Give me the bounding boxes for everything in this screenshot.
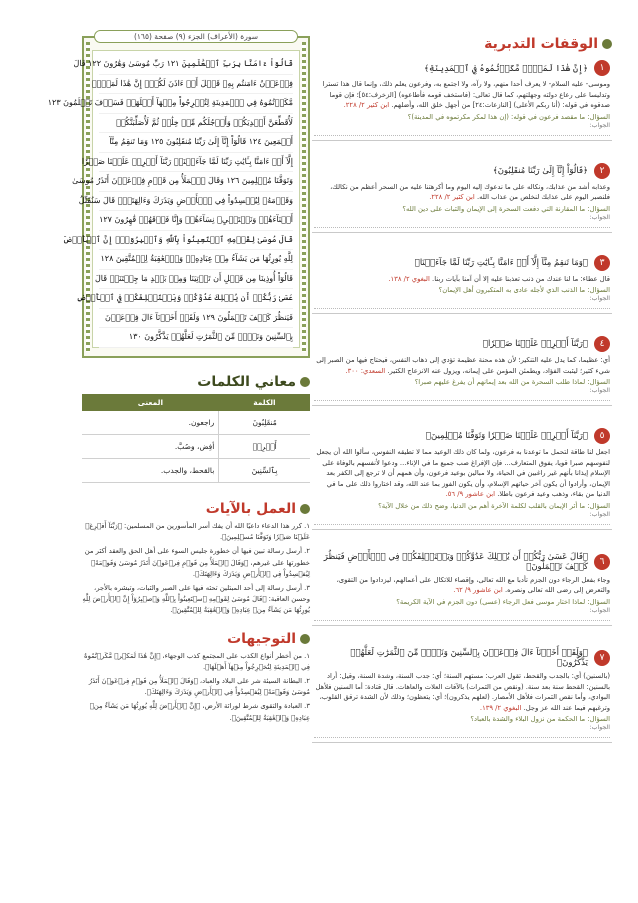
waqfa-verse: ﴿قَالَ عَسَىٰ رَبُّكُمۡ أَن يُهۡلِكَ عَدُوَّكُمۡ وَيَسۡتَخۡلِفَكُمۡ فِي ٱلۡأَرۡضِ فَيَنظُرَ كَيۡفَ تَعۡمَلُونَ﴾ — [323, 551, 588, 572]
vocab-table — [82, 394, 310, 483]
vocab-title-text: معاني الكلمات — [197, 374, 296, 390]
waqfa-question: السؤال: ما مقصد فرعون في قوله: (إن هذا لمكر مكرتموه في المدينة)؟ — [407, 112, 610, 121]
vocab-word: بِٱلسِّنِينَ — [219, 459, 310, 483]
left-column — [47, 32, 310, 727]
waqfa-text: وعذابه أشد من عذابك، ونكاله على ما ندعوك إليه اليوم وما أكرهتنا عليه من السحر أعظم من نكالك، فلنصبر اليوم على عذابك لنخلص من عذاب الله. — [330, 182, 610, 202]
waqfa-question: السؤال: لماذا طلب السحرة من الله بعد إيمانهم أن يفرغ عليهم صبرا؟ — [414, 378, 610, 387]
waqfa-source: البغوي ٢/ ١٣٨. — [388, 274, 430, 283]
mushaf-line: بِٱلسِّنِينَ وَنَقۡصٖ مِّنَ ٱلثَّمَرَٰتِ لَعَلَّهُمۡ يَذَّكَّرُونَ ١٣٠ — [99, 328, 293, 348]
waqfa-verse: ﴿قَالُوٓاْ إِنَّآ إِلَىٰ رَبِّنَا مُنقَلِبُونَ﴾ — [492, 166, 588, 177]
waqfa-verse: ﴿وَمَا تَنقِمُ مِنَّآ إِلَّآ أَنۡ ءَامَنَّا بِـَٔايَٰتِ رَبِّنَا لَمَّا جَآءَتۡنَا﴾ — [414, 257, 588, 268]
waqfa-head — [314, 648, 610, 668]
waqfa-source: ابن كثير ٢/ ٢٢٨. — [429, 193, 475, 202]
vocab-row — [82, 459, 310, 483]
amal-title-text: العمل بالآيات — [205, 501, 296, 517]
waqfa-tafsir — [314, 182, 610, 203]
waqfa-answer: الجواب: — [589, 724, 610, 732]
waqfa-number: ١ — [594, 60, 610, 76]
frame-ornament-right — [302, 42, 306, 352]
waqfa-number: ٤ — [594, 336, 610, 352]
mushaf-line: وَتَوَفَّنَا مُسۡلِمِينَ ١٢٦ وَقَالَ ٱلۡمَلَأُ مِن قَوۡمِ فِرۡعَوۡنَ أَتَذَرُ مُوسَىٰ — [99, 172, 293, 192]
waqfa-text: أي: عظيما، كما يدل عليه التنكير؛ لأن هذه محنة عظيمة تؤدي إلى ذهاب النفس، فيحتاج فيها من الصبر إلى شيء كثير؛ ليثبت الفؤاد، ويطمئن المؤمن على إيمانه، ويزول عنه الانزعاج الكثير. — [316, 356, 610, 375]
waqfa-item — [312, 406, 612, 530]
vocab-col-meaning: المعنى — [82, 394, 219, 411]
vocab-word: مُنقَلِبُونَ — [219, 411, 310, 435]
mushaf-line: أَبۡنَآءَهُمۡ وَنَسۡتَحۡيِۦ نِسَآءَهُمۡ وَإِنَّا فَوۡقَهُمۡ قَٰهِرُونَ ١٢٧ — [99, 211, 293, 231]
mushaf-line: قَالَ مُوسَىٰ لِقَوۡمِهِ ٱسۡتَعِينُواْ بِٱللَّهِ وَٱصۡبِرُوٓاْۖ إِنَّ ٱلۡأَرۡضَ — [99, 231, 293, 251]
waqfa-head — [314, 60, 610, 76]
mushaf-line: عَسَىٰ رَبُّكُمۡ أَن يُهۡلِكَ عَدُوَّكُمۡ وَيَسۡتَخۡلِفَكُمۡ فِي ٱلۡأَرۡضِ — [99, 289, 293, 309]
waqfa-text: (بالسنين) أي: بالجدب والقحط، تقول العرب: مستهم السنة؛ أي: جدب السنة، وشدة السنة، وقيل: أراد بالسنين: القحط سنة بعد سنة. (ونقص من الثمرات) بالآفات العلات والعاهات. قال قتادة: أما السنين فلأهل البوادي، وأما نقص الثمرات فلأهل الأمصار. (لعلهم يذكرون)؛ أي: يتعظون؛ وذلك لأن الشدة ترقق القلوب، وترغبهم فيما عند الله عز وجل. — [315, 671, 610, 712]
right-column — [312, 36, 612, 743]
waqfa-tafsir — [314, 274, 610, 285]
waqfa-source: ابن كثير ٢/ ٢٢٨. — [343, 101, 390, 110]
waqfa-question: السؤال: ما الحكمة من نزول البلاء والشدة بالعباد؟ — [470, 715, 610, 724]
mushaf-line: لِلَّهِ يُورِثُهَا مَن يَشَآءُ مِنۡ عِبَادِهِۦۖ وَٱلۡعَٰقِبَةُ لِلۡمُتَّقِينَ ١٢٨ — [99, 250, 293, 270]
vocab-meaning: بالقحط، والجدب. — [82, 459, 219, 483]
waqfa-item — [312, 141, 612, 233]
mushaf-line: فَيَنظُرَ كَيۡفَ تَعۡمَلُونَ ١٢٩ وَلَقَدۡ أَخَذۡنَآ ءَالَ فِرۡعَوۡنَ — [99, 309, 293, 329]
answer-line — [314, 394, 610, 401]
waqfa-tafsir — [314, 79, 610, 111]
mushaf-line: لَأُقَطِّعَنَّ أَيۡدِيَكُمۡ وَأَرۡجُلَكُم مِّنۡ خِلَٰفٖ ثُمَّ لَأُصَلِّبَنَّكُمۡ — [99, 114, 293, 134]
waqfa-question: السؤال: ما المقارنة التي دفعت السحرة إلى الإيمان والثبات على دين الله؟ — [402, 204, 610, 213]
waqfa-text: قال عطاء: ما لنا عندك من ذنب تعذبنا عليه إلا أن آمنا بآيات ربنا. — [432, 274, 610, 283]
waqfa-answer: الجواب: — [589, 295, 610, 303]
amal-point: ١. كرر هذا الدعاء داعيًا الله أن يفك أسر المأسورين من المسلمين: ﴿رَبَّنَآ أَفۡرِغۡ عَلَيۡنَا صَبۡرٗا وَتَوَفَّنَا مُسۡلِمِينَ﴾. — [85, 522, 310, 542]
waqfa-item — [312, 56, 612, 141]
vocab-row — [82, 411, 310, 435]
waqfa-item — [312, 314, 612, 406]
bullet-icon — [300, 504, 310, 514]
tawjihat-title — [82, 631, 310, 647]
waqfa-head — [314, 336, 610, 352]
waqfa-question: السؤال: ما الذنب الذي لأجله عادى به المتكبرون أهل الإيمان؟ — [438, 286, 610, 295]
bullet-icon — [602, 39, 612, 49]
amal-title — [82, 501, 310, 517]
tawjihat-list — [82, 651, 310, 724]
amal-point: ٣. أرسل رسالة إلى أحد المبتلين تحثه فيها على الصبر والثبات، وتبشره بالأجر، وحسن العاقبة: ﴿قَالَ مُوسَىٰ لِقَوۡمِهِ ٱسۡتَعِينُواْ بِٱللَّهِ وَٱصۡبِرُوٓاْ إِنَّ ٱلۡأَرۡضَ لِلَّهِ يُورِثُهَا مَن يَشَآءُ مِنۡ عِبَادِهِۦ وَٱلۡعَٰقِبَةُ لِلۡمُتَّقِينَ﴾. — [82, 584, 310, 615]
waqfa-answer: الجواب: — [589, 121, 610, 129]
waqfa-answer: الجواب: — [589, 387, 610, 395]
answer-line — [314, 731, 610, 738]
waqfa-tafsir — [314, 447, 610, 500]
vocab-row — [82, 435, 310, 459]
waqfa-number: ٢ — [594, 163, 610, 179]
mushaf-page — [47, 32, 310, 358]
waqfa-source: البغوي ٢/ ١٣٩. — [479, 703, 522, 712]
mushaf-line: إِلَّآ أَنۡ ءَامَنَّا بِـَٔايَٰتِ رَبِّنَا لَمَّا جَآءَتۡنَاۚ رَبَّنَآ أَفۡرِغۡ عَلَيۡنَا صَبۡرٗا — [99, 153, 293, 173]
tawjihat-point: ٣. العبادة والتقوى شرط لوراثة الأرض، ﴿إِنَّ ٱلۡأَرۡضَ لِلَّهِ يُورِثُهَا مَن يَشَآءُ مِنۡ عِبَادِهِۦ وَٱلۡعَٰقِبَةُ لِلۡمُتَّقِينَ﴾. — [89, 702, 310, 722]
vocab-meaning: أفِض، وصُبَّ. — [82, 435, 219, 459]
waqfa-answer: الجواب: — [589, 213, 610, 221]
mushaf-line: قَالُوٓاْ ءَامَنَّا بِرَبِّ ٱلۡعَٰلَمِينَ ١٢١ رَبِّ مُوسَىٰ وَهَٰرُونَ ١٢٢ قَالَ — [99, 55, 293, 75]
waqfa-tafsir — [314, 671, 610, 713]
waqfa-tafsir — [314, 355, 610, 376]
waqfa-tafsir — [314, 575, 610, 596]
answer-line — [314, 221, 610, 228]
answer-line — [314, 129, 610, 136]
waqfa-text: اجعل لنا طاقة لتحمل ما توعدنا به فرعون، ولما كان ذلك الوعيد مما لا تطيقه النفوس، سألوا الله أن يجعل لنفوسهم صبرا قويا، يفوق المتعارف... فإن الإفراغ صب جميع ما في الإناء... ودعوا لأنفسهم بالوفاة على الإسلام إيذانا بأنهم غير راغبين في الحياة، ولا مبالين بوعيد فرعون، وأن همهم أن لا ترجع إلى الكفر بعد الإيمان، وأرادوا أن يكون آخر حياتهم الإسلام، وأن يكون الفوز بما عند الله، وقد اختاروا ذلك على ما في الدنيا من بقاء، وذهب وعيد فرعون باطلا. — [316, 448, 610, 499]
waqafat-title — [312, 36, 612, 52]
waqfa-head — [314, 428, 610, 444]
vocab-section — [82, 374, 310, 483]
answer-line — [314, 518, 610, 525]
waqfa-verse: ﴿وَلَقَدۡ أَخَذۡنَآ ءَالَ فِرۡعَوۡنَ بِٱلسِّنِينَ وَنَقۡصٖ مِّنَ ٱلثَّمَرَٰتِ لَعَلَّهُمۡ يَذَّكَّرُونَ﴾ — [350, 647, 588, 668]
waqfa-question: السؤال: لماذا اختار موسى فعل الرجاء (عسى) دون الجزم في الآية الكريمة؟ — [396, 597, 610, 606]
waqfa-verse: ﴿رَبَّنَآ أَفۡرِغۡ عَلَيۡنَا صَبۡرٗا وَتَوَفَّنَا مُسۡلِمِينَ﴾ — [425, 431, 588, 442]
waqfa-head — [314, 552, 610, 572]
waqfa-item — [312, 626, 612, 743]
waqfa-head — [314, 163, 610, 179]
tawjihat-point: ٢. البطانة السيئة شر على البلاد والعباد، ﴿وَقَالَ ٱلۡمَلَأُ مِن قَوۡمِ فِرۡعَوۡنَ أَتَذَرُ مُوسَىٰ وَقَوۡمَهُۥ لِيُفۡسِدُواْ فِي ٱلۡأَرۡضِ وَيَذَرَكَ وَءَالِهَتَكَ﴾. — [88, 677, 310, 697]
waqfa-number: ٥ — [594, 428, 610, 444]
mushaf-line: فِرۡعَوۡنُ ءَامَنتُم بِهِۦ قَبۡلَ أَنۡ ءَاذَنَ لَكُمۡۖ إِنَّ هَٰذَا لَمَكۡرٞ — [99, 75, 293, 95]
waqfa-verse: ﴿رَبَّنَآ أَفۡرِغۡ عَلَيۡنَا صَبۡرٗا﴾ — [482, 339, 588, 350]
waqfa-item — [312, 530, 612, 626]
tawjihat-section — [82, 631, 310, 724]
amal-list — [82, 521, 310, 617]
waqafat-title-text: الوقفات التدبرية — [484, 36, 598, 52]
answer-line — [314, 614, 610, 621]
vocab-word: أَفۡرِغۡ — [219, 435, 310, 459]
answer-line — [314, 302, 610, 309]
waqfa-source: السعدي: ٣٠٠. — [345, 366, 386, 375]
amal-point: ٢. أرسل رسالة تبين فيها أن خطورة جليس السوء على أهل الحق والعقد أكثر من خطورتها على غيرهم، ﴿وَقَالَ ٱلۡمَلَأُ مِن قَوۡمِ فِرۡعَوۡنَ أَتَذَرُ مُوسَىٰ وَقَوۡمَهُۥ لِيُفۡسِدُواْ فِي ٱلۡأَرۡضِ وَيَذَرَكَ وَءَالِهَتَكَ﴾. — [84, 547, 310, 578]
waqfa-question: السؤال: ما أثر الإيمان بالقلب لكلمة الآخرة أهم من الدنيا، وضح ذلك من خلال الآية؟ — [378, 501, 610, 510]
vocab-col-word: الكلمة — [219, 394, 310, 411]
amal-section — [82, 501, 310, 617]
waqfa-verse: ﴿إِنَّ هَٰذَا لَمَكۡرٞ مَّكَرۡتُمُوهُ فِي ٱلۡمَدِينَةِ﴾ — [424, 63, 588, 74]
mushaf-line: أَجۡمَعِينَ ١٢٤ قَالُوٓاْ إِنَّآ إِلَىٰ رَبِّنَا مُنقَلِبُونَ ١٢٥ وَمَا تَنقِمُ مِنَّآ — [99, 133, 293, 153]
mushaf-header: سورة (الأعراف) الجزء (٩) صفحة (١٦٥) — [94, 30, 298, 43]
waqfa-text: وجاء بفعل الرجاء دون الجزم تأدبا مع الله تعالى، وإقصاء للاتكال على أعمالهم، ليزدادوا من التقوى، والتعرض إلى رضى الله تعالى ونصره. — [336, 575, 610, 595]
mushaf-text — [47, 50, 300, 348]
mushaf-line: وَقَوۡمَهُۥ لِيُفۡسِدُواْ فِي ٱلۡأَرۡضِ وَيَذَرَكَ وَءَالِهَتَكَۚ قَالَ سَنُقَتِّلُ — [99, 192, 293, 212]
mushaf-line: مَّكَرۡتُمُوهُ فِي ٱلۡمَدِينَةِ لِتُخۡرِجُواْ مِنۡهَآ أَهۡلَهَاۖ فَسَوۡفَ تَعۡلَمُونَ ١٢٣ — [99, 94, 293, 114]
bullet-icon — [300, 377, 310, 387]
waqfa-number: ٦ — [594, 554, 610, 570]
vocab-title — [82, 374, 310, 390]
waqfa-item — [312, 233, 612, 315]
waqfa-head — [314, 255, 610, 271]
waqfa-source: ابن عاشور ٩/ ٥٦. — [445, 490, 496, 499]
waqfa-answer: الجواب: — [589, 606, 610, 614]
waqfa-source: ابن عاشور ٩/ ٦٢. — [453, 586, 503, 595]
waqfa-number: ٣ — [594, 255, 610, 271]
waqfa-number: ٧ — [594, 650, 610, 666]
bullet-icon — [300, 634, 310, 644]
tawjihat-point: ١. من أخطر أنواع الكذب على المجتمع كذب الوجهاء، ﴿إِنَّ هَٰذَا لَمَكۡرٞ مَّكَرۡتُمُوهُ فِي ٱلۡمَدِينَةِ لِتُخۡرِجُواْ مِنۡهَآ أَهۡلَهَا﴾. — [84, 651, 310, 671]
vocab-meaning: راجعون. — [82, 411, 219, 435]
waqfa-text: وموسى- عليه السلام- لا يعرف أحدا منهم، ولا رآه، ولا اجتمع به، وفرعون يعلم ذلك، وإنما قال هذا تسترا وتدليسا على رعاع دولته وجهلتهم، كما قال تعالى: (فاستخف قومه فأطاعوه) [الزخرف:٥٤]؛ فإن قوما صدقوه في قوله: (أنا ربكم الأعلى) [النازعات:٢٤] من أجهل خلق الله، وأضلهم. — [322, 80, 610, 110]
waqfa-answer: الجواب: — [589, 510, 610, 518]
mushaf-line: قَالُوٓاْ أُوذِينَا مِن قَبۡلِ أَن تَأۡتِيَنَا وَمِنۢ بَعۡدِ مَا جِئۡتَنَاۚ قَالَ — [99, 270, 293, 290]
tawjihat-title-text: التوجيهات — [227, 630, 296, 647]
